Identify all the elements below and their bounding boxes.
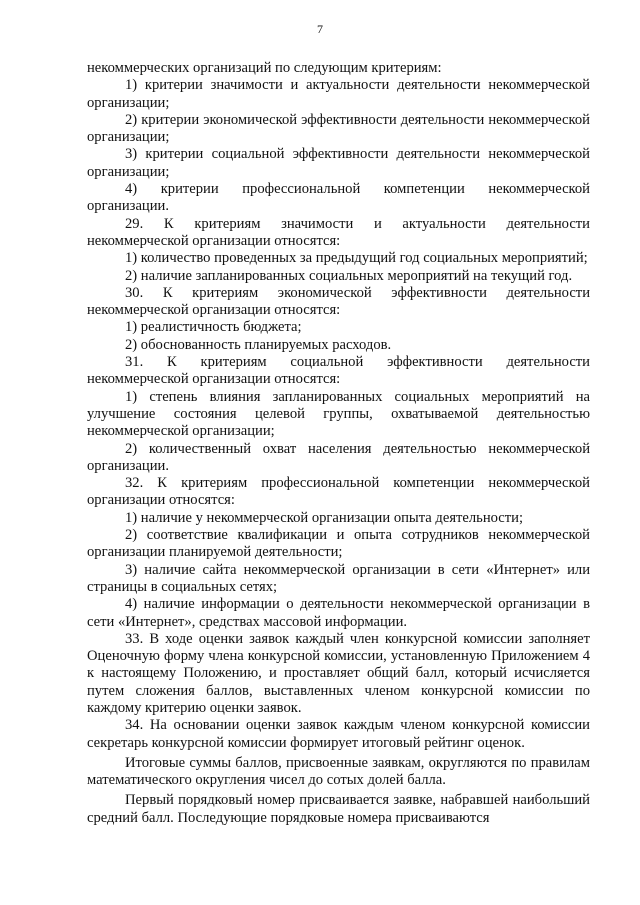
paragraph: 4) наличие информации о деятельности некоммерческой организации в сети «Интернет», средствах массовой информации. [87, 596, 590, 630]
paragraph: 2) количественный охват населения деятельностью некоммерческой организации. [87, 440, 590, 474]
paragraph: 30. К критериям экономической эффективности деятельности некоммерческой организации относятся: [87, 284, 590, 319]
paragraph: 3) критерии социальной эффективности деятельности некоммерческой организации; [87, 146, 590, 180]
paragraph: 1) степень влияния запланированных социальных мероприятий на улучшение состояния целевой группы, охватываемой деятельностью некоммерческой организации; [87, 388, 590, 440]
paragraph: 2) соответствие квалификации и опыта сотрудников некоммерческой организации планируемой деятельности; [87, 527, 590, 561]
paragraph: 1) критерии значимости и актуальности деятельности некоммерческой организации; [87, 77, 590, 111]
paragraph: 1) наличие у некоммерческой организации опыта деятельности; [125, 509, 524, 526]
paragraph: 31. К критериям социальной эффективности деятельности некоммерческой организации относятся: [87, 354, 590, 388]
paragraph: некоммерческих организаций по следующим критериям: [87, 60, 442, 76]
document-body [87, 60, 590, 827]
paragraph: 2) обоснованность планируемых расходов. [125, 336, 392, 353]
paragraph: Итоговые суммы баллов, присвоенные заявкам, округляются по правилам математического округления чисел до сотых долей балла. [87, 754, 590, 789]
paragraph: 2) наличие запланированных социальных мероприятий на текущий год. [125, 267, 573, 284]
paragraph: 32. К критериям профессиональной компетенции некоммерческой организации относятся: [87, 475, 590, 509]
paragraph: 1) количество проведенных за предыдущий год социальных мероприятий; [125, 250, 588, 267]
paragraph: Первый порядковый номер присваивается заявке, набравшей наибольший средний балл. Последующие порядковые номера присваиваются [87, 792, 590, 826]
paragraph: 33. В ходе оценки заявок каждый член конкурсной комиссии заполняет Оценочную форму члена конкурсной комиссии, установленную Приложением 4 к настоящему Положению, и проставляет общий балл, который исчисляется путем сложения баллов, выставленных членом конкурсной комиссии по каждому критерию оценки заявок. [87, 630, 590, 716]
page-number: 7 [317, 22, 323, 36]
paragraph: 1) реалистичность бюджета; [125, 319, 302, 336]
paragraph: 34. На основании оценки заявок каждым членом конкурсной комиссии секретарь конкурсной комиссии формирует итоговый рейтинг оценок. [87, 717, 590, 751]
paragraph: 2) критерии экономической эффективности деятельности некоммерческой организации; [87, 111, 590, 146]
paragraph: 3) наличие сайта некоммерческой организации в сети «Интернет» или страницы в социальных сетях; [87, 561, 590, 595]
paragraph: 4) критерии профессиональной компетенции некоммерческой организации. [87, 181, 590, 215]
paragraph: 29. К критериям значимости и актуальности деятельности некоммерческой организации относятся: [87, 215, 590, 249]
